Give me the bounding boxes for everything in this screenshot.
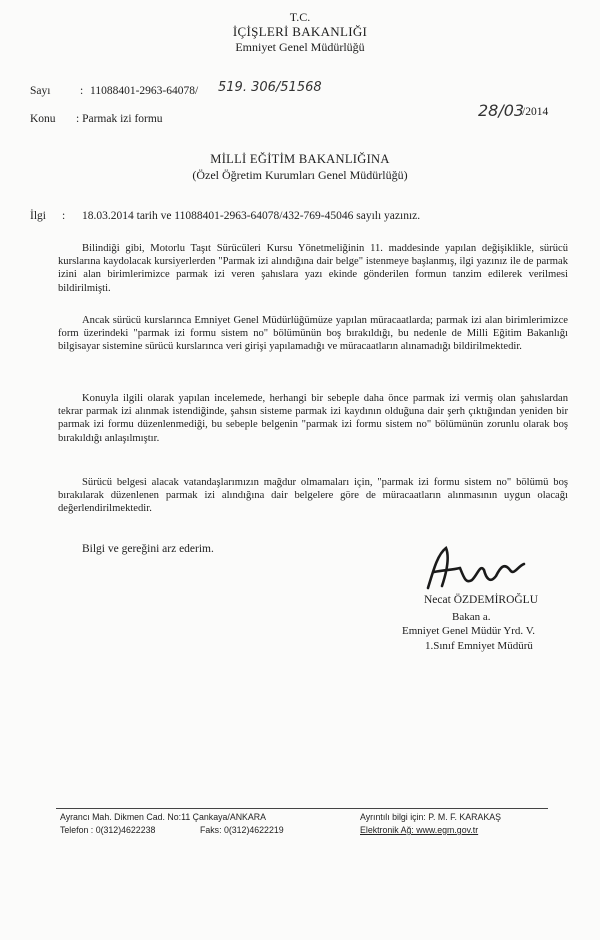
ilgi-label: İlgi (30, 210, 46, 222)
letterhead-department: Emniyet Genel Müdürlüğü (235, 40, 365, 54)
paragraph-3 (58, 392, 568, 445)
sayi-handwritten: 519. 306/51568 (218, 80, 322, 95)
letterhead-tc: T.C. (289, 10, 311, 24)
letterhead-ministry: İÇİŞLERİ BAKANLIĞI (232, 24, 368, 39)
handwritten-signature (420, 540, 540, 600)
date-year: /2014 (522, 106, 549, 118)
signatory-title-1: Bakan a. (452, 611, 491, 623)
date-handwritten: 28/03 (478, 101, 525, 120)
signatory-name: Necat ÖZDEMİROĞLU (424, 594, 539, 606)
paragraph-3-text: Konuyla ilgili olarak yapılan incelemede, herhangi bir sebeple daha önce parmak izi vermiş olan şahıslardan tekrar parmak izi alınmak istendiğinde, şahsın sisteme parmak izi kaydının olduğuna dair şerh çıktığından yeniden bir parmak izi formu düzenlenmediği, bu sebeple belgenin "parmak izi formu sistem no" bölümünün zorunlu olarak boş bırakıldığı anlaşılmıştır. (58, 393, 568, 444)
paragraph-4 (58, 476, 568, 516)
footer-email-link[interactable]: Elektronik Ağ: www.egm.gov.tr (360, 825, 479, 835)
paragraph-1-text: Bilindiği gibi, Motorlu Taşıt Sürücüleri Kursu Yönetmeliğinin 11. maddesinde yapılan değişiklikle, sürücü kurslarına kaydolacak kursiyerlerden "Parmak izi alındığına dair belge" istenmeye başlanmış, ilgi yazınız ile de parmak izini alan birimlerimizce parmak izi veren şahıslara yazı ekinde gönderilen formun tanzim edilerek verilmesi bildirilmişti. (58, 243, 568, 294)
signatory-title-2: Emniyet Genel Müdür Yrd. V. (402, 625, 536, 637)
paragraph-2 (58, 314, 568, 354)
footer-address: Ayrancı Mah. Dikmen Cad. No:11 Çankaya/ANKARA (60, 812, 267, 822)
ilgi-text: 18.03.2014 tarih ve 11088401-2963-64078/432-769-45046 sayılı yazınız. (82, 210, 421, 222)
sayi-label: Sayı (30, 85, 51, 97)
paragraph-4-text: Sürücü belgesi alacak vatandaşlarımızın mağdur olmamaları için, "parmak izi formu sistem no" bölümü boş bırakılarak düzenlenen parmak izi alındığına dair belgelere göre de müracaatların alınmasının uygun olacağı değerlendirilmektedir. (58, 477, 568, 515)
signatory-title-3: 1.Sınıf Emniyet Müdürü (425, 640, 533, 652)
paragraph-2-text: Ancak sürücü kurslarınca Emniyet Genel Müdürlüğümüze yapılan müracaatlarda; parmak izi alan birimlerimizce form üzerindeki "parmak izi formu sistem no" bölümünün boş bırakıldığı, bu nedenle de Milli Eğitim Bakanlığı bilgisayar sistemine sürücü kurslarınca veri girişi yapılamadığı ve müracaatların alınamadığı bildirilmektedir. (58, 315, 568, 353)
sayi-value: 11088401-2963-64078/ (90, 85, 199, 97)
footer-email[interactable] (360, 825, 478, 835)
footer-phone: Telefon : 0(312)4622238 (60, 825, 156, 835)
footer-divider (56, 808, 548, 809)
recipient-subtitle: (Özel Öğretim Kurumları Genel Müdürlüğü) (192, 168, 408, 182)
recipient-title: MİLLİ EĞİTİM BAKANLIĞINA (210, 152, 390, 166)
ilgi-colon: : (62, 210, 66, 222)
sayi-colon: : (80, 85, 84, 97)
konu-value: : Parmak izi formu (76, 113, 163, 125)
closing-text: Bilgi ve gereğini arz ederim. (82, 543, 214, 555)
konu-label: Konu (30, 113, 56, 125)
footer-fax: Faks: 0(312)4622219 (200, 825, 284, 835)
footer-contact-info: Ayrıntılı bilgi için: P. M. F. KARAKAŞ (360, 812, 501, 822)
paragraph-1 (58, 242, 568, 295)
